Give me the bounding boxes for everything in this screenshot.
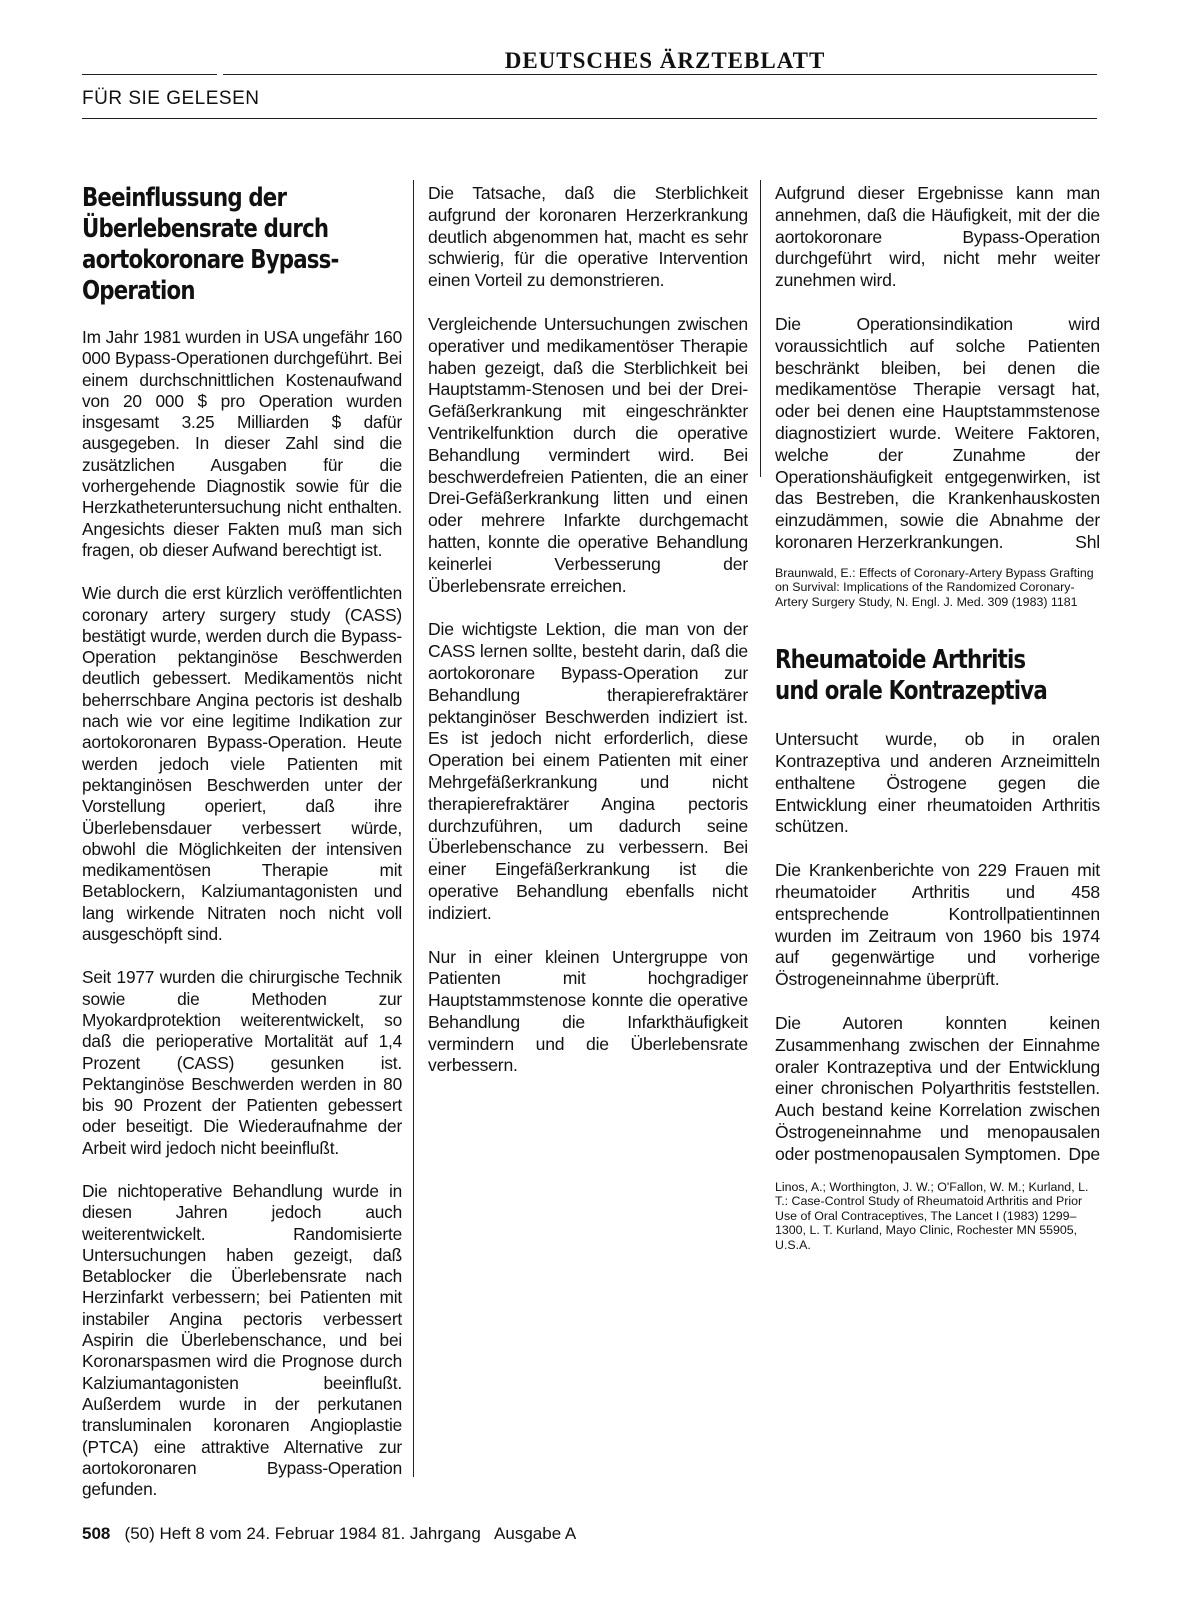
section-label: FÜR SIE GELESEN — [82, 88, 260, 109]
column-2 — [428, 183, 748, 1077]
article-2-paragraph-3 — [775, 1013, 1100, 1166]
article-1-paragraph-10-text: Die Operationsindikation wird voraussichtlich auf solche Patienten beschränkt bleiben, bei denen die medikamentöse Therapie versagt hat, oder bei denen eine Hauptstammstenose diagnostiziert wurde. Weitere Faktoren, welche der Zunahme der Operationshäufigkeit entgegenwirken, ist das Bestreben, die Krankenhauskosten einzudämmen, sowie die Abnahme der koronaren Herzerkrankungen. — [775, 313, 1100, 552]
header-rule-bottom — [82, 118, 1097, 119]
issue-info: (50) Heft 8 vom 24. Februar 1984 81. Jahrgang Ausgabe A — [124, 1524, 577, 1543]
header-rule-top — [82, 74, 1097, 75]
article-2-title: Rheumatoide Arthritis und orale Kontrazeptiva — [775, 645, 1047, 707]
article-1-paragraph-4: Die nichtoperative Behandlung wurde in diesen Jahren jedoch auch weiterentwickelt. Randomisierte Untersuchungen haben gezeigt, daß Betablocker die Überlebensrate nach Herzinfarkt verbessern; bei Patienten mit instabiler Angina pectoris verbessert Aspirin die Überlebenschance, und bei Koronarspasmen wird die Prognose durch Kalziumantagonisten beeinflußt. Außerdem wurde in der perkutanen transluminalen koronaren Angioplastie (PTCA) eine attraktive Alternative zur aortokoronaren Bypass-Operation gefunden. — [82, 1180, 402, 1500]
article-2-reference: Linos, A.; Worthington, J. W.; O'Fallon, W. M.; Kurland, L. T.: Case-Control Study of Rheumatoid Arthritis and Prior Use of Oral Contraceptives, The Lancet I (1983) 1299–1300, L. T. Kurland, Mayo Clinic, Rochester MN 55905, U.S.A. — [775, 1179, 1089, 1252]
masthead — [82, 40, 1097, 116]
article-1-paragraph-8: Nur in einer kleinen Untergruppe von Patienten mit hochgradiger Hauptstammstenose konnte die operative Behandlung die Infarkthäufigkeit vermindern und die Überlebensrate verbessern. — [428, 946, 748, 1076]
article-1-paragraph-1: Im Jahr 1981 wurden in USA ungefähr 160 000 Bypass-Operationen durchgeführt. Bei einem durchschnittlichen Kostenaufwand von 20 000 $ pro Operation wurden insgesamt 3.25 Milliarden $ dafür ausgegeben. In dieser Zahl sind die zusätzlichen Ausgaben für die vorhergehende Diagnostik sowie für die Herzkatheteruntersuchung nicht enthalten. Angesichts dieser Fakten muß man sich fragen, ob dieser Aufwand berechtigt ist. — [82, 327, 402, 560]
article-2-paragraph-1: Untersucht wurde, ob in oralen Kontrazeptiva und anderen Arzneimitteln enthaltene Östrogene gegen die Entwicklung einer rheumatoiden Arthritis schützen. — [775, 729, 1100, 837]
page-number: 508 — [82, 1524, 111, 1543]
article-1-paragraph-5: Die Tatsache, daß die Sterblichkeit aufgrund der koronaren Herzerkrankung deutlich abgenommen hat, macht es sehr schwierig, für die operative Intervention einen Vorteil zu demonstrieren. — [428, 183, 748, 291]
article-2-signature: Dpe — [1068, 1143, 1100, 1164]
article-1-paragraph-3: Seit 1977 wurden die chirurgische Technik sowie die Methoden zur Myokardprotektion weiterentwickelt, so daß die perioperative Mortalität auf 1,4 Prozent (CASS) gesunken ist. Pektanginöse Beschwerden werden in 80 bis 90 Prozent der Patienten gebessert oder beseitigt. Die Wiederaufnahme der Arbeit wird jedoch nicht beeinflußt. — [82, 967, 402, 1158]
article-1-paragraph-7: Die wichtigste Lektion, die man von der CASS lernen sollte, besteht darin, daß die aortokoronare Bypass-Operation zur Behandlung therapierefraktärer pektanginöser Beschwerden indiziert ist. Es ist jedoch nicht erforderlich, diese Operation bei einem Patienten mit einer Mehrgefäßerkrankung und nicht therapierefraktärer Angina pectoris durchzuführen, um dadurch seine Überlebenschance zu verbessern. Bei einer Eingefäßerkrankung ist die operative Behandlung ebenfalls nicht indiziert. — [428, 619, 748, 923]
article-1-title: Beeinflussung der Überlebensrate durch aortokoronare Bypass-Operation — [82, 183, 339, 306]
article-1-signature: Shl — [1075, 531, 1100, 552]
article-1-paragraph-10 — [775, 314, 1100, 554]
article-1-paragraph-6: Vergleichende Untersuchungen zwischen operativer und medikamentöser Therapie haben gezeigt, daß die Sterblichkeit bei Hauptstamm-Stenosen und bei der Drei-Gefäßerkrankung mit eingeschränkter Ventrikelfunktion durch die operative Behandlung vermindert wird. Bei beschwerdefreien Patienten, die an einer Drei-Gefäßerkrankung litten und einen oder mehrere Infarkte durchgemacht hatten, konnte die operative Behandlung keinerlei Verbesserung der Überlebensrate erreichen. — [428, 313, 748, 596]
journal-title: DEUTSCHES ÄRZTEBLATT — [504, 48, 826, 73]
column-divider-2 — [760, 180, 761, 477]
page-footer — [82, 1524, 576, 1544]
column-3 — [775, 183, 1100, 1252]
article-1-paragraph-9: Aufgrund dieser Ergebnisse kann man annehmen, daß die Häufigkeit, mit der die aortokoronare Bypass-Operation durchgeführt wird, nicht mehr weiter zunehmen wird. — [775, 183, 1100, 291]
column-1 — [82, 183, 402, 1500]
article-2-paragraph-3-text: Die Autoren konnten keinen Zusammenhang zwischen der Einnahme oraler Kontrazeptiva und der Entwicklung einer chronischen Polyarthritis feststellen. Auch bestand keine Korrelation zwischen Östrogeneinnahme und menopausalen oder postmenopausalen Symptomen. — [775, 1013, 1100, 1164]
article-1-paragraph-2: Wie durch die erst kürzlich veröffentlichten coronary artery surgery study (CASS) bestätigt wurde, werden durch die Bypass-Operation pektanginöse Beschwerden deutlich gebessert. Medikamentös nicht beherrschbare Angina pectoris ist deshalb nach wie vor eine legitime Indikation zur aortokoronaren Bypass-Operation. Heute werden jedoch viele Patienten mit pektanginösen Beschwerden unter der Vorstellung operiert, daß ihre Überlebensdauer verbessert würde, obwohl die Möglichkeiten der intensiven medikamentösen Therapie mit Betablockern, Kalziumantagonisten und lang wirkende Nitraten noch nicht voll ausgeschöpft sind. — [82, 583, 402, 945]
article-1-reference: Braunwald, E.: Effects of Coronary-Artery Bypass Grafting on Survival: Implications of the Randomized Coronary-Artery Surgery Study, N. Engl. J. Med. 309 (1983) 1181 — [775, 565, 1094, 609]
column-divider-1 — [413, 180, 414, 1477]
article-2-paragraph-2: Die Krankenberichte von 229 Frauen mit rheumatoider Arthritis und 458 entsprechende Kontrollpatientinnen wurden im Zeitraum von 1960 bis 1974 auf gegenwärtige und vorherige Östrogeneinnahme überprüft. — [775, 860, 1100, 990]
